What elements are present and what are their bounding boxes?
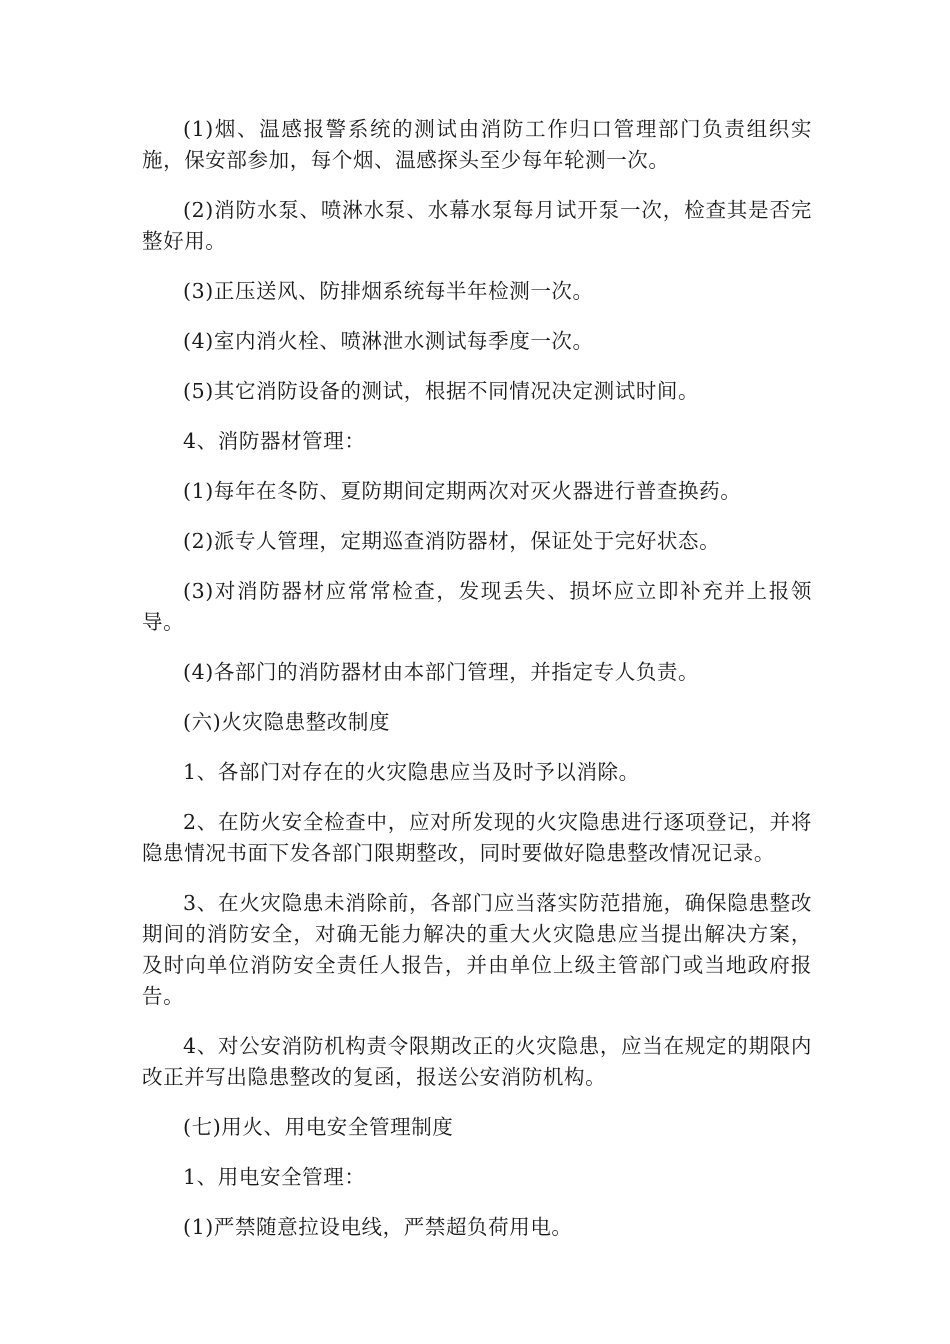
paragraph: 1、各部门对存在的火灾隐患应当及时予以消除。 (183, 760, 640, 784)
paragraph: (1)每年在冬防、夏防期间定期两次对灭火器进行普查换药。 (183, 479, 742, 503)
section-heading: (六)火灾隐患整改制度 (183, 710, 391, 734)
paragraph: (4)各部门的消防器材由本部门管理，并指定专人负责。 (183, 660, 700, 684)
paragraph: (5)其它消防设备的测试，根据不同情况决定测试时间。 (183, 379, 700, 403)
paragraph: (3)正压送风、防排烟系统每半年检测一次。 (183, 279, 594, 303)
paragraph: (2)消防水泵、喷淋水泵、水幕水泵每月试开泵一次，检查其是否完整好用。 (142, 198, 812, 253)
paragraph: (1)严禁随意拉设电线，严禁超负荷用电。 (183, 1215, 573, 1239)
paragraph: 2、在防火安全检查中，应对所发现的火灾隐患进行逐项登记，并将隐患情况书面下发各部门限期整改，同时要做好隐患整改情况记录。 (142, 810, 812, 865)
paragraph: (2)派专人管理，定期巡查消防器材，保证处于完好状态。 (183, 529, 721, 553)
paragraph: (1)烟、温感报警系统的测试由消防工作归口管理部门负责组织实施，保安部参加，每个烟、温感探头至少每年轮测一次。 (142, 117, 812, 172)
paragraph: (4)室内消火栓、喷淋泄水测试每季度一次。 (183, 329, 594, 353)
section-heading: 4、消防器材管理： (183, 429, 366, 453)
paragraph: 3、在火灾隐患未消除前，各部门应当落实防范措施，确保隐患整改期间的消防安全，对确无能力解决的重大火灾隐患应当提出解决方案，及时向单位消防安全责任人报告，并由单位上级主管部门或当地政府报告。 (142, 891, 812, 1008)
section-heading: 1、用电安全管理： (183, 1165, 366, 1189)
paragraph: (3)对消防器材应常常检查，发现丢失、损坏应立即补充并上报领导。 (142, 579, 812, 634)
paragraph: 4、对公安消防机构责令限期改正的火灾隐患，应当在规定的期限内改正并写出隐患整改的复函，报送公安消防机构。 (142, 1034, 812, 1089)
section-heading: (七)用火、用电安全管理制度 (183, 1115, 454, 1139)
document-body (142, 114, 812, 1262)
